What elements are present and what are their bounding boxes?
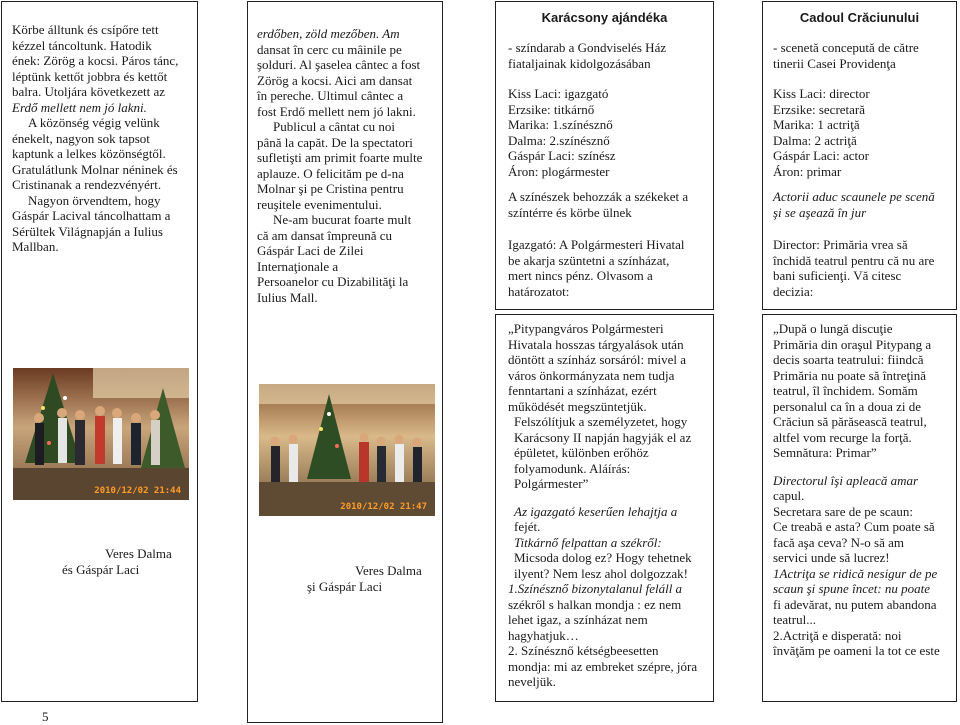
text-line: Mallban.	[12, 239, 59, 254]
text-line: Sérültek Világnapján a Iulius	[12, 223, 163, 239]
dialog-line: învăţăm pe oameni la tot ce este	[773, 643, 940, 658]
text-line: aplauze. O felicităm pe d-na	[257, 165, 404, 181]
text-line: léptünk kettőt jobbra és kettőt	[12, 68, 168, 84]
dialog-line: 2. Színésznő kétségbeesetten	[508, 643, 659, 658]
text-line: Zörög a kocsi. Aici am dansat	[257, 72, 413, 88]
cast-line: Erzsike: titkárnő	[508, 101, 595, 117]
column-2	[247, 1, 443, 723]
intro-line: - színdarab a Gondviselés Ház	[508, 40, 667, 55]
stage-direction: şi se aşează în jur	[773, 204, 867, 220]
cast-line: Dalma: 2 actriţă	[773, 132, 857, 148]
play-title-ro: Cadoul Crăciunului	[799, 10, 920, 25]
stage-direction: A színészek behozzák a székeket a	[508, 189, 689, 204]
dialog-line: határozatot:	[508, 283, 570, 299]
dialog-line: Hivatala hosszas tárgyalások után	[508, 336, 684, 352]
text-line: Gáspár Lacival táncolhattam a	[12, 208, 171, 223]
dialog-line: működését megszüntetjük.	[508, 398, 647, 414]
dialog-line: döntött a színház sorsáról: mivel a	[508, 352, 686, 367]
photo-caption	[307, 563, 437, 594]
dialog-line: 2.Actriţă e disperată: noi	[773, 627, 902, 643]
dialog-line: facă aşa ceva? N-o să am	[773, 534, 904, 550]
photo-timestamp: 2010/12/02 21:44	[94, 486, 181, 496]
text-line: A közönség végig velünk	[28, 115, 160, 130]
cast-line: Gáspár Laci: színész	[508, 148, 616, 163]
dialog-line: Directorul îşi apleacă amar	[773, 472, 919, 488]
photo-dance-1-image	[13, 368, 189, 500]
dialog-line: decis soarta teatrului: fiindcă	[773, 352, 924, 367]
dialog-line: Micsoda dolog ez? Hogy tehetnek	[514, 550, 692, 565]
intro-line: - scenetă concepută de către	[773, 40, 919, 55]
dialog-line: fi adevărat, nu putem abandona	[773, 596, 937, 612]
dialog-line: bani suficienţi. Vă citesc	[773, 268, 902, 283]
dialog-line: capul.	[773, 488, 805, 503]
dialog-line: Polgármester”	[514, 476, 589, 491]
dialog-line: mert nincs pénz. Olvasom a	[508, 268, 653, 283]
dialog-line: neveljük.	[508, 674, 557, 689]
dialog-line: Igazgató: A Polgármesteri Hivatal	[508, 237, 685, 252]
stage-direction: Actorii aduc scaunele pe scenă	[773, 189, 935, 204]
dialog-line: scaun şi spune încet: nu poate	[773, 581, 931, 596]
text-line: sufletişti am primit foarte multe	[257, 150, 423, 165]
caption-line: şi Gáspár Laci	[307, 578, 383, 594]
dialog-line: fenntartani a színházat, ezért	[508, 383, 657, 398]
text-line: Gratulátlunk Molnar néninek és	[12, 161, 178, 177]
text-line: Ne-am bucurat foarte mult	[273, 212, 412, 227]
text-line: Nagyon örvendtem, hogy	[28, 192, 161, 208]
text-line: Erdő mellett nem jó lakni.	[12, 99, 147, 115]
text-line: că am dansat împreună cu	[257, 227, 392, 243]
dialog-line: servici unde să lucrez!	[773, 550, 890, 565]
play-info-hu	[508, 40, 708, 299]
text-line: kézzel táncoltunk. Hatodik	[12, 37, 152, 53]
photo-timestamp: 2010/12/02 21:47	[340, 502, 427, 512]
dialog-line: teatrul, îl închidem. Somăm	[773, 383, 918, 398]
dialog-line: „După o lungă discuţie	[773, 321, 893, 336]
text-line: balra. Utoljára következett az	[12, 84, 166, 99]
dialog-line: Primăria nu poate să întreţină	[773, 367, 927, 383]
caption-line: Veres Dalma	[105, 546, 172, 561]
column-3-top-box	[495, 1, 714, 310]
text-line: erdőben, zöld mezőben. Am	[257, 26, 400, 41]
dialog-line: „Pitypangváros Polgármesteri	[508, 321, 664, 336]
intro-line: fiataljainak kidolgozásában	[508, 55, 651, 71]
text-line: Gáspár Laci de Zilei	[257, 243, 364, 258]
photo-caption	[62, 546, 192, 577]
cast-line: Dalma: 2.színésznő	[508, 132, 610, 148]
dialog-line: hagyhatjuk…	[508, 627, 579, 643]
dialog-line: Secretara sare de pe scaun:	[773, 503, 914, 519]
caption-line: Veres Dalma	[355, 563, 422, 578]
cast-line: Gáspár Laci: actor	[773, 148, 870, 163]
column-1-text	[12, 22, 192, 255]
dialog-line: Primăria din oraşul Pitypang a	[773, 336, 932, 352]
text-line: şolduri. Al şaselea cântec a fost	[257, 57, 421, 72]
dialog-line: 1.Színésznő bizonytalanul feláll a	[508, 581, 683, 596]
photo-dance-2	[259, 384, 435, 516]
column-3-bottom-box	[495, 314, 714, 702]
play-dialog-ro	[773, 321, 955, 659]
column-4-bottom-box	[762, 314, 957, 702]
dialog-line: Felszólítjuk a személyzetet, hogy	[514, 414, 688, 429]
play-title-hu: Karácsony ajándéka	[541, 10, 668, 25]
dialog-line: mondja: mi az embreket szépre, jóra	[508, 658, 698, 674]
cast-line: Erzsike: secretară	[773, 101, 866, 117]
dialog-line: székről s halkan mondja : ez nem	[508, 596, 682, 612]
dialog-line: teatrul...	[773, 612, 816, 627]
text-line: dansat în cerc cu mâinile pe	[257, 41, 402, 57]
cast-line: Áron: plogármester	[508, 163, 610, 179]
page-number: 5	[42, 709, 49, 724]
dialog-line: be akarja szüntetni a színházat,	[508, 252, 670, 268]
column-4-top-box	[762, 1, 957, 310]
text-line: énekelt, nagyon sok tapsot	[12, 130, 150, 146]
dialog-line: Director: Primăria vrea să	[773, 237, 908, 252]
play-info-ro	[773, 40, 955, 299]
text-line: Iulius Mall.	[257, 289, 318, 305]
dialog-line: Az igazgató keserűen lehajtja a	[514, 503, 678, 519]
text-line: reuşitele evenimentului.	[257, 196, 382, 212]
dialog-line: Titkárnő felpattan a székről:	[514, 534, 662, 550]
cast-line: Marika: 1.színésznő	[508, 117, 613, 132]
text-line: Publicul a cântat cu noi	[273, 119, 396, 134]
dialog-line: personalul ca în a doua zi de	[773, 398, 921, 414]
text-line: fost Erdő mellett nem jó lakni.	[257, 103, 416, 119]
column-2-text	[257, 26, 439, 305]
dialog-line: fejét.	[514, 519, 541, 534]
dialog-line: Crăciun să părăsească teatrul,	[773, 414, 927, 429]
caption-line: és Gáspár Laci	[62, 561, 140, 577]
text-line: Cristinanak a rendezvényért.	[12, 177, 162, 192]
dialog-line: Ce treabă e asta? Cum poate să	[773, 519, 935, 534]
stage-direction: színtérre és körbe ülnek	[508, 204, 632, 220]
text-line: Körbe álltunk és csípőre tett	[12, 22, 159, 37]
dialog-line: épületet, különben erőhöz	[514, 445, 649, 460]
dialog-line: 1Actriţa se ridică nesigur de pe	[773, 565, 938, 581]
text-line: kaptunk a lelkes közönségtől.	[12, 146, 166, 161]
play-dialog-hu	[508, 321, 711, 690]
text-line: Persoanelor cu Dizabilităţi la	[257, 274, 409, 289]
dialog-line: város önkormányzata nem tudja	[508, 367, 675, 383]
text-line: ének: Zörög a kocsi. Páros tánc,	[12, 53, 179, 68]
text-line: în pereche. Ultimul cântec a	[257, 88, 404, 103]
dialog-line: ilyent? Nem lesz ahol dolgozzak!	[514, 565, 688, 581]
photo-dance-1	[13, 368, 189, 500]
dialog-line: decizia:	[773, 283, 814, 299]
dialog-line: Semnătura: Primar”	[773, 445, 877, 460]
intro-line: tinerii Casei Providenţa	[773, 55, 896, 71]
column-1	[1, 1, 198, 702]
cast-line: Kiss Laci: director	[773, 86, 870, 101]
text-line: Molnar şi pe Cristina pentru	[257, 181, 404, 196]
dialog-line: altfel vom recurge la forţă.	[773, 429, 912, 445]
cast-line: Áron: primar	[773, 163, 842, 179]
dialog-line: închidă teatrul pentru că nu are	[773, 252, 935, 268]
dialog-line: folyamodunk. Aláírás:	[514, 460, 631, 476]
text-line: până la capăt. De la spectatori	[257, 134, 413, 150]
cast-line: Kiss Laci: igazgató	[508, 86, 609, 101]
photo-dance-2-image	[259, 384, 435, 516]
text-line: Internaţionale a	[257, 258, 339, 274]
dialog-line: Karácsony II napján hagyják el az	[514, 429, 692, 445]
cast-line: Marika: 1 actriţă	[773, 117, 860, 132]
dialog-line: lehet igaz, a színházat nem	[508, 612, 648, 627]
